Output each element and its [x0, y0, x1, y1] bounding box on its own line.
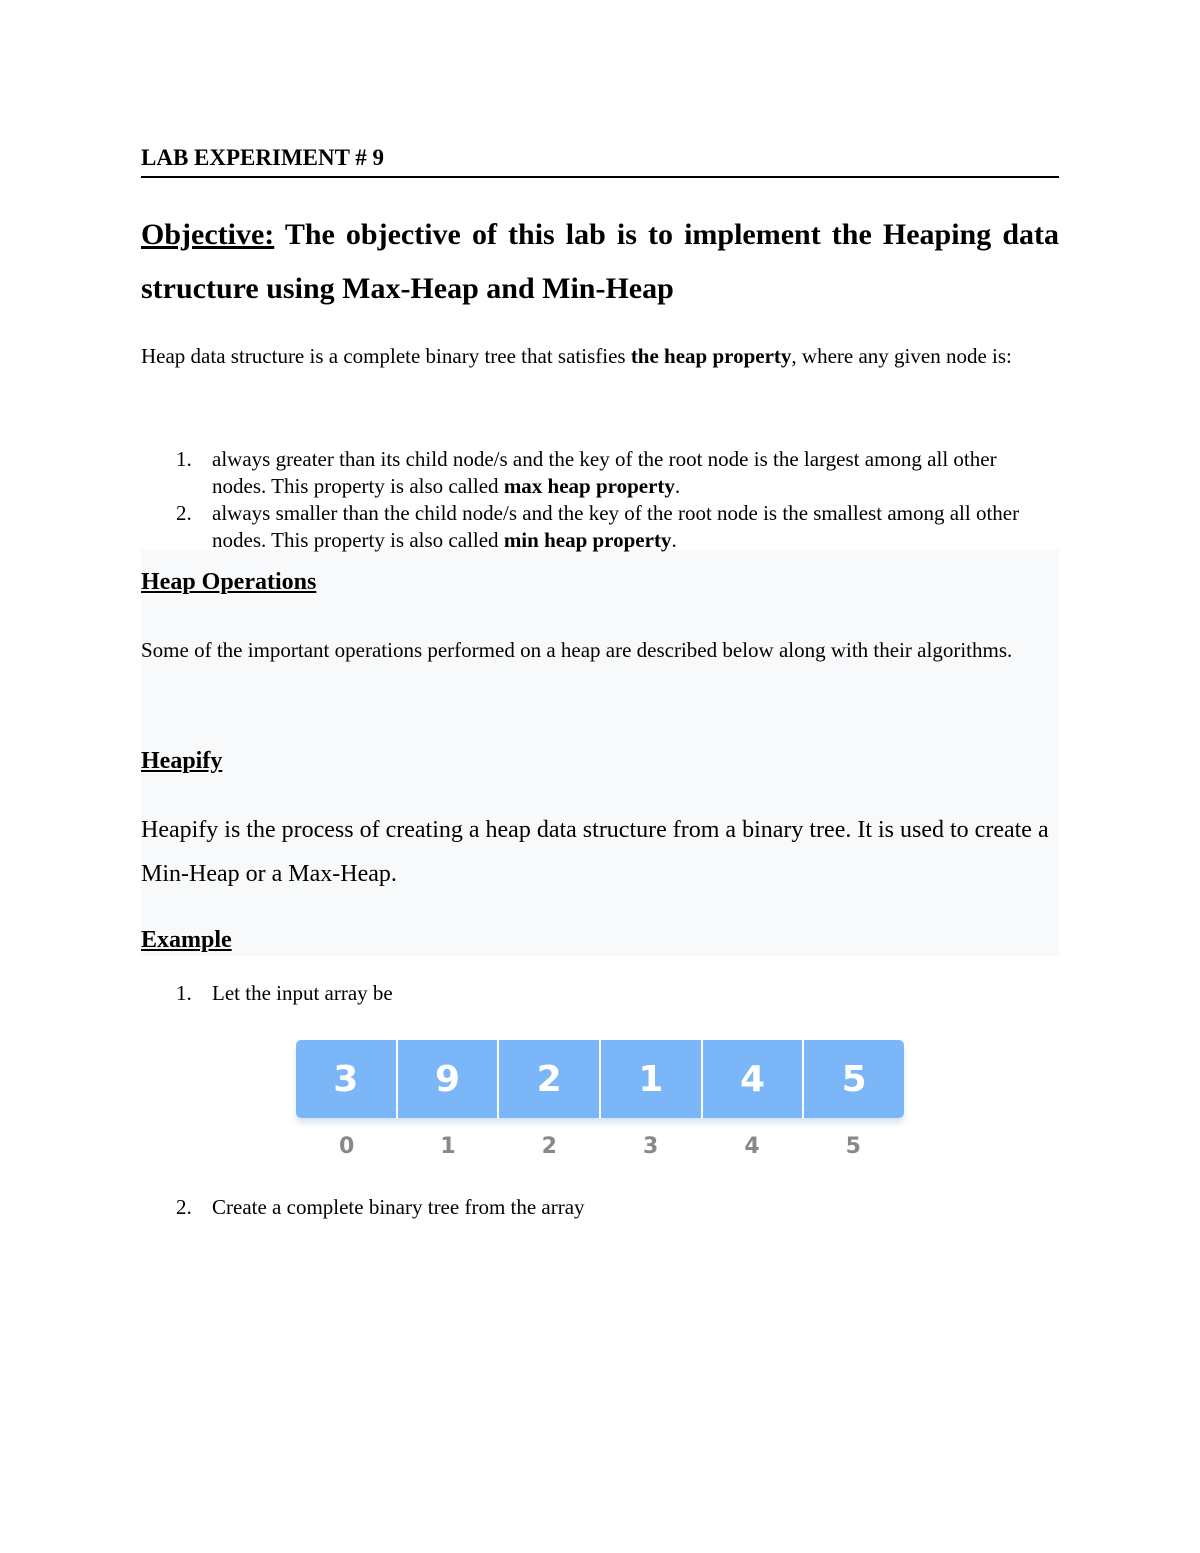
list-item-number: 1. [176, 447, 192, 471]
step-number: 1. [176, 981, 192, 1005]
intro-paragraph [141, 336, 1059, 377]
intro-text-after: , where any given node is: [791, 344, 1012, 368]
array-index: 2 [541, 1134, 557, 1159]
list-item [141, 446, 1041, 500]
array-index: 5 [845, 1134, 861, 1159]
array-indices [296, 1132, 904, 1162]
objective-paragraph [141, 208, 1059, 316]
step-text: Let the input array be [212, 981, 393, 1005]
step-number: 2. [176, 1195, 192, 1219]
heap-operations-text: Some of the important operations performed on a heap are described below along with their algorithms. [141, 638, 1013, 662]
array-cell: 2 [499, 1040, 601, 1118]
lab-title: LAB EXPERIMENT # 9 [141, 144, 1059, 178]
heapify-text: Heapify is the process of creating a heap data structure from a binary tree. It is used to create a Min-Heap or a Max-Heap. [141, 817, 1049, 887]
objective-label: Objective: [141, 218, 275, 251]
objective-text: The objective of this lab is to implement the Heaping data structure using Max-Heap and Min-Heap [141, 218, 1059, 305]
list-item-bold-term: max heap property [503, 474, 675, 498]
array-cell: 1 [601, 1040, 703, 1118]
list-item-end: . [671, 528, 677, 552]
heap-property-list [141, 446, 1041, 554]
array-index: 1 [440, 1134, 456, 1159]
input-array-figure [296, 1040, 904, 1170]
list-item [141, 500, 1041, 554]
array-index: 4 [744, 1134, 760, 1159]
list-item-end: . [674, 474, 681, 498]
intro-text-before: Heap data structure is a complete binary tree that satisfies [141, 344, 631, 368]
heap-operations-heading: Heap Operations [141, 569, 317, 595]
intro-bold-term: the heap property [630, 344, 792, 368]
step-text: Create a complete binary tree from the array [212, 1195, 585, 1219]
heapify-heading: Heapify [141, 748, 223, 774]
array-index: 0 [339, 1134, 355, 1159]
list-item-bold-term: min heap property [503, 528, 672, 552]
list-item-text: always smaller than the child node/s and the key of the root node is the smallest among all other nodes. This property is also called [212, 501, 1020, 552]
array-cell: 3 [296, 1040, 398, 1118]
array-cells [296, 1040, 904, 1118]
list-item-number: 2. [176, 501, 192, 525]
array-cell: 4 [703, 1040, 805, 1118]
array-index: 3 [642, 1134, 659, 1159]
array-cell: 9 [398, 1040, 500, 1118]
example-heading: Example [141, 927, 232, 953]
list-item-text: always greater than its child node/s and the key of the root node is the largest among all other nodes. This property is also called [212, 447, 997, 498]
array-cell: 5 [804, 1040, 904, 1118]
